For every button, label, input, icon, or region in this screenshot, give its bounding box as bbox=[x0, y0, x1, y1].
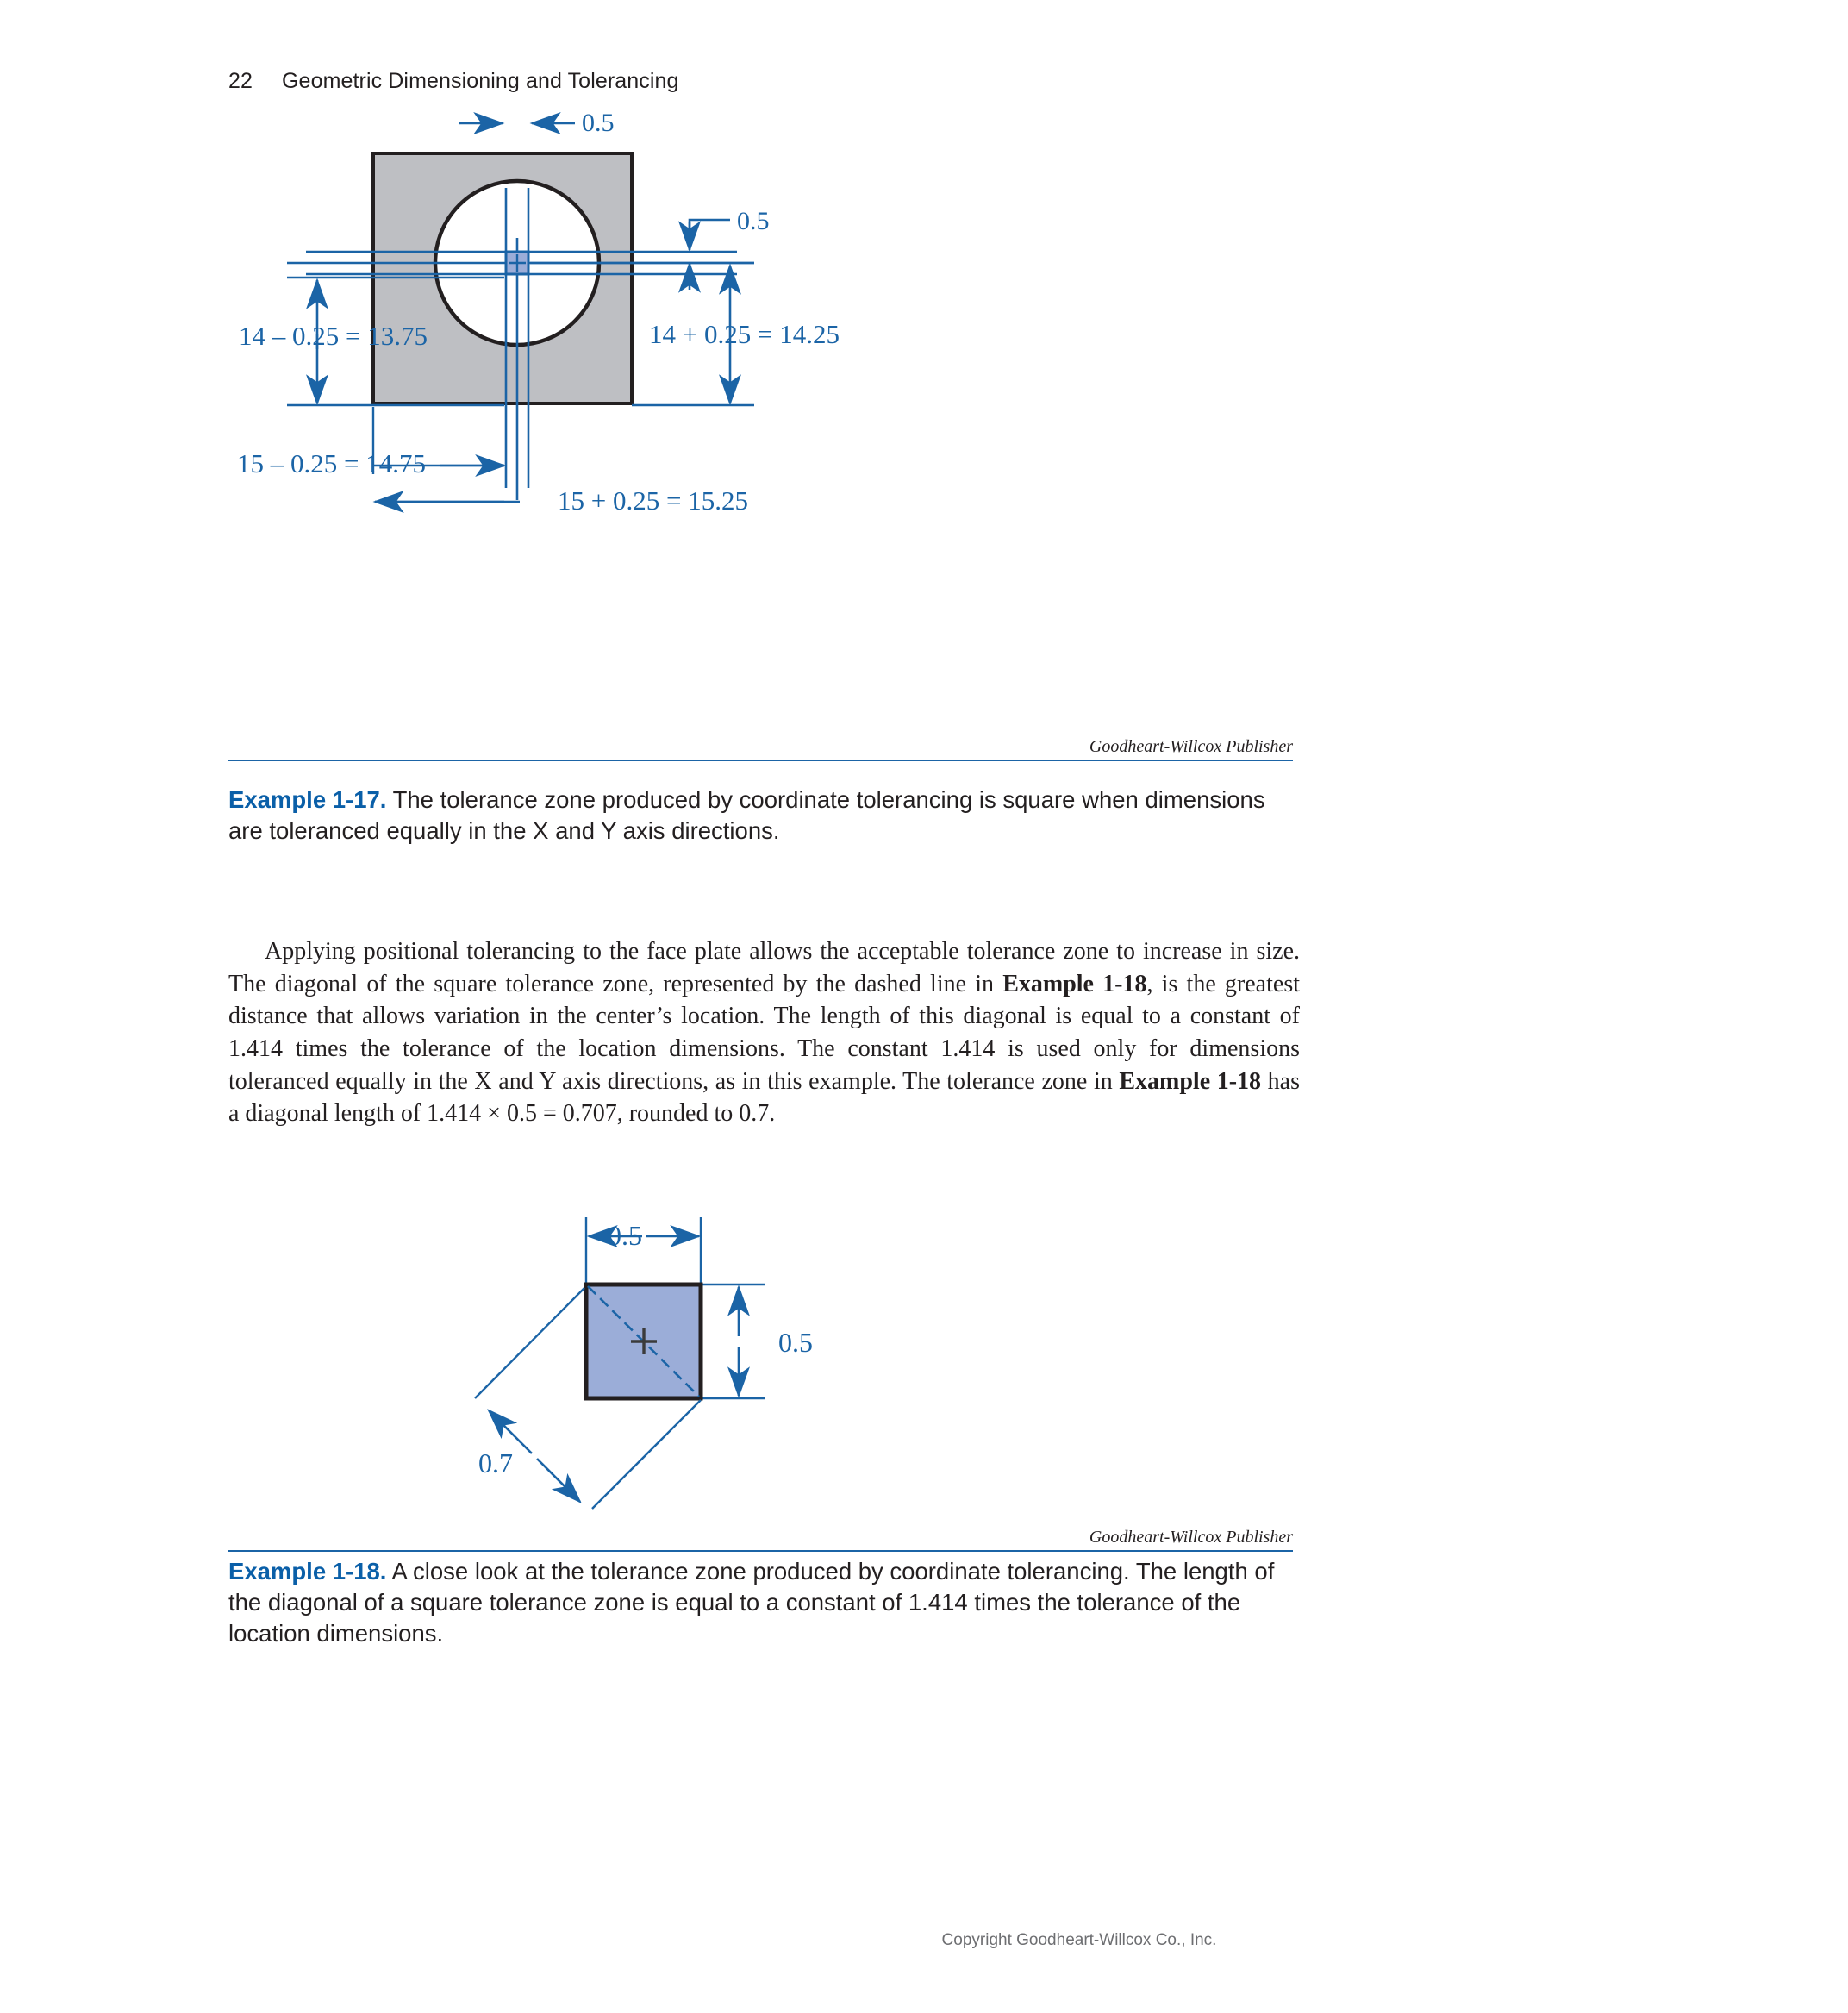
left-vertical-label: 14 – 0.25 = 13.75 bbox=[239, 321, 428, 351]
diagonal-ext-lower bbox=[592, 1400, 701, 1509]
body-part-2: , is the greatest distance that allows variation in the center’s location. The length of this diagonal is equal to a constant of 1.414 times the tolerance of the location dimensions. The constant 1.414 is used only for dimensions toleranced equally in the X and Y axis directions, as in this example. The tolerance zone in bbox=[228, 970, 1300, 1095]
caption1-text: The tolerance zone produced by coordinate tolerancing is square when dimensions are toleranced equally in the X and Y axis directions. bbox=[228, 786, 1265, 844]
top-tolerance-label: 0.5 bbox=[582, 109, 615, 137]
page-number: 22 bbox=[228, 69, 253, 93]
figure-example-1-18 bbox=[220, 1198, 1297, 1543]
right-vertical-label: 14 + 0.25 = 14.25 bbox=[649, 319, 840, 349]
body-part-1: Applying positional tolerancing to the face plate allows the acceptable tolerance zone to increase in size. The diagonal of the square tolerance zone, represented by the dashed line in bbox=[228, 938, 1300, 997]
caption-example-1-17 bbox=[228, 785, 1302, 847]
zone-right-height-label: 0.5 bbox=[778, 1327, 813, 1358]
copyright-footer: Copyright Goodheart-Willcox Co., Inc. bbox=[941, 1931, 1217, 1949]
body-part-3: has a diagonal length of 1.414 × 0.5 = 0.707, rounded to 0.7. bbox=[228, 1067, 1300, 1128]
caption-example-1-18 bbox=[228, 1556, 1302, 1648]
figure2-credit-rule bbox=[228, 1550, 1293, 1552]
figure-example-1-17 bbox=[220, 109, 1297, 759]
bottom-horizontal-label: 15 + 0.25 = 15.25 bbox=[558, 485, 748, 516]
running-head-title: Geometric Dimensioning and Tolerancing bbox=[282, 69, 679, 93]
caption2-example-label: Example 1-18. bbox=[228, 1558, 387, 1585]
figure1-credit: Goodheart-Willcox Publisher bbox=[1089, 737, 1293, 756]
right-tolerance-label: 0.5 bbox=[737, 207, 770, 235]
lower-horizontal-label: 15 – 0.25 = 14.75 bbox=[237, 448, 426, 478]
body-ref-2: Example 1-18 bbox=[1119, 1067, 1262, 1095]
caption1-example-label: Example 1-17. bbox=[228, 786, 387, 813]
diagonal-ext-upper bbox=[475, 1288, 584, 1398]
right-tolerance-leader bbox=[690, 220, 730, 238]
body-ref-1: Example 1-18 bbox=[1002, 970, 1147, 997]
figure1-credit-rule bbox=[228, 760, 1293, 761]
body-paragraph bbox=[228, 935, 1300, 1130]
figure2-credit-block bbox=[228, 1528, 1293, 1552]
running-header bbox=[228, 69, 679, 94]
figure1-credit-block bbox=[228, 737, 1293, 761]
figure2-credit: Goodheart-Willcox Publisher bbox=[1089, 1528, 1293, 1547]
zone-diagonal-label: 0.7 bbox=[478, 1447, 513, 1478]
diagonal-dim-arrow-lower bbox=[537, 1459, 580, 1502]
zone-top-width-label: 0.5 bbox=[608, 1220, 642, 1251]
caption2-text: A close look at the tolerance zone produced by coordinate tolerancing. The length of the diagonal of a square tolerance zone is equal to a constant of 1.414 times the tolerance of the location dimensions. bbox=[228, 1558, 1275, 1647]
